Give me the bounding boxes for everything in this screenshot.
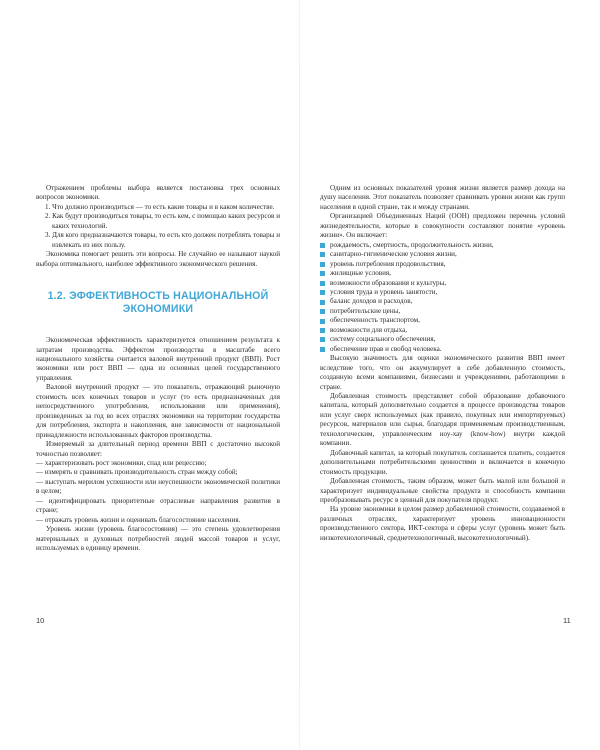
efficiency-paragraph: Экономическая эффективность характеризуется отношением результата к затратам производства. Эффектом производства в масштабе всего национального хозяйства считается валовой внутренний продукт (ВВП). Рост экономики или рост ВВП — одна из основных целей государственного управления.	[36, 336, 280, 382]
square-bullet-icon	[320, 347, 325, 352]
square-bullet-icon	[320, 319, 325, 324]
dash-item: — измерять и сравнивать производительность стран между собой;	[36, 468, 238, 477]
list-item-text: возможности образования и культуры,	[330, 278, 447, 287]
list-item-text: рождаемость, смертность, продолжительность жизни,	[330, 240, 494, 249]
dash-item: — выступать мерилом успешности или неуспешности экономической политики в целом;	[36, 477, 280, 496]
capital-paragraph: Добавочный капитал, за который покупатель соглашается платить, создается дополнительными потребительскими ценностями и включается в конечную стоимость продукции.	[320, 448, 565, 476]
list-item	[320, 326, 565, 335]
question-item: 1. Что должно производиться — то есть какие товары и в каком количестве.	[45, 202, 275, 211]
square-bullet-icon	[320, 243, 325, 248]
dash-item: — отражать уровень жизни и оценивать благосостояние населения.	[36, 515, 241, 524]
list-item-text: санитарно-гигиенические условия жизни,	[330, 250, 457, 259]
square-bullet-icon	[320, 300, 325, 305]
list-item-text: условия труда и уровень занятости,	[330, 287, 438, 296]
dash-list	[36, 459, 280, 525]
list-item	[320, 297, 565, 306]
economy-level-paragraph: На уровне экономики в целом размер добавленной стоимости, создаваемой в различных отраслях, характеризует уровень инновационности производственного сектора, ИКТ-сектора и сферы услуг (уровень может быть низкотехнологичный, среднетехнологичный, высокотехнологичный).	[320, 505, 565, 542]
un-paragraph: Организацией Объединенных Наций (ООН) предложен перечень условий жизнедеятельности, которые в совокупности составляют понятие «уровень жизни». Он включает:	[320, 212, 565, 240]
list-item	[320, 250, 565, 259]
square-bullet-icon	[320, 252, 325, 257]
list-item	[320, 316, 565, 325]
list-item-text: обеспеченность транспортом,	[330, 316, 420, 325]
list-item	[320, 307, 565, 316]
list-item	[320, 335, 565, 344]
left-text-column	[36, 184, 280, 554]
list-item-text: баланс доходов и расходов,	[330, 297, 413, 306]
question-item: 3. Для кого предназначаются товары, то есть кто должен потреблять товары и извлекать из них пользу.	[45, 231, 280, 249]
list-item	[320, 260, 565, 269]
question-item: 2. Как будут производиться товары, то есть кем, с помощью каких ресурсов и каких технологий.	[45, 212, 280, 230]
list-item-text: уровень потребления продовольствия,	[330, 259, 446, 268]
page-number-left: 10	[36, 616, 45, 625]
right-page	[300, 0, 600, 750]
square-bullet-icon	[320, 281, 325, 286]
list-item	[320, 288, 565, 297]
section-heading: 1.2. ЭФФЕКТИВНОСТЬ НАЦИОНАЛЬНОЙ ЭКОНОМИКИ	[47, 290, 269, 316]
living-standard-list	[320, 241, 565, 354]
list-item-text: жилищные условия,	[330, 269, 391, 278]
intro-paragraph: Отражением проблемы выбора является постановка трех основных вопросов экономики.	[36, 184, 280, 202]
high-significance-paragraph: Высокую значимость для оценки экономического развития ВВП имеет вследствие того, что он аккумулирует в себе добавленную стоимость, созданную всеми компаниями, бизнесами и учреждениями, работающими в стране.	[320, 354, 565, 391]
list-item	[320, 345, 565, 354]
questions-list	[36, 203, 280, 250]
economics-paragraph: Экономика помогает решить эти вопросы. Не случайно ее называют наукой выбора оптимального, наиболее эффективного экономического решения.	[36, 250, 280, 268]
square-bullet-icon	[320, 309, 325, 314]
added-value-paragraph: Добавленная стоимость представляет собой образование добавочного капитала, который дополнительно создается в процессе производства товаров или услуг сверх используемых (как правило, покупных или импортируемых) ресурсов, материалов или сырья, благодаря применяемым производственным, технологическим, управленческим ноу-хау (know-how) внутри каждой компании.	[320, 391, 565, 448]
list-item-text: возможности для отдыха,	[330, 325, 408, 334]
list-item	[320, 241, 565, 250]
list-item-text: потребительские цены,	[330, 306, 401, 315]
square-bullet-icon	[320, 262, 325, 267]
square-bullet-icon	[320, 290, 325, 295]
square-bullet-icon	[320, 328, 325, 333]
list-item-text: обеспечение прав и свобод человека.	[330, 344, 442, 353]
right-text-column	[320, 184, 565, 543]
dash-item: — характеризовать рост экономики, спад или рецессию;	[36, 458, 207, 467]
square-bullet-icon	[320, 337, 325, 342]
list-item-text: систему социального обеспечения,	[330, 335, 436, 344]
income-paragraph: Одним из основных показателей уровня жизни является размер дохода на душу населения. Этот показатель позволяет сравнивать уровни жизни как групп населения в одной стране, так и между странами.	[320, 184, 565, 211]
page-number-right: 11	[563, 616, 571, 625]
thus-paragraph: Добавленная стоимость, таким образом, может быть малой или большой и характеризует индивидуальные свойства продукта и способность компании преобразовывать ресурс в ценный для покупателя продукт.	[320, 477, 565, 504]
list-item	[320, 279, 565, 288]
square-bullet-icon	[320, 271, 325, 276]
living-paragraph: Уровень жизни (уровень благосостояния) — это степень удовлетворения материальных и духовных потребностей людей массой товаров и услуг, используемых в единицу времени.	[36, 525, 280, 553]
dash-item: — идентифицировать приоритетные отраслевые направления развития в стране;	[36, 496, 280, 515]
gdp-paragraph: Валовой внутренний продукт — это показатель, отражающий рыночную стоимость всех конечных товаров и услуг (то есть предназначенных для непосредственного употребления, использования или применения), произведенных за год во всех отраслях экономики на территории государства для потребления, экспорта и накопления, вне зависимости от национальной принадлежности использованных факторов производства.	[36, 383, 280, 439]
measured-paragraph: Измеряемый за длительный период времени ВВП с достаточно высокой точностью позволяет:	[36, 440, 280, 458]
list-item	[320, 269, 565, 278]
